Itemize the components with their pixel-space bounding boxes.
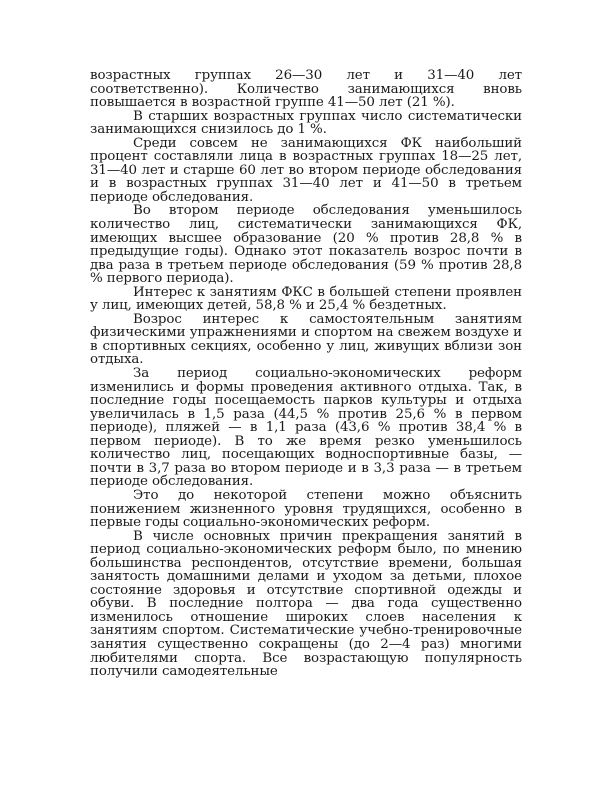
document-body [90,69,522,679]
paragraph-6: Возрос интерес к самостоятельным занятиям физическими упражнениями и спортом на свежем воздухе и в спортивных секциях, особенно у лиц, живущих вблизи зон отдыха. [90,311,522,368]
paragraph-5: Интерес к занятиям ФКС в большей степени проявлен у лиц, имеющих детей, 58,8 % и 25,4 % бездетных. [90,284,522,314]
paragraph-8: Это до некоторой степени можно объяснить понижением жизненного уровня трудящихся, особенно в первые годы социально-экономических реформ. [90,487,522,531]
paragraph-3: Среди совсем не занимающихся ФК наибольший процент составляли лица в возрастных группах 18—25 лет, 31—40 лет и старше 60 лет во втором периоде обследования и в возрастных группах 31—40 лет и 41—50 в третьем периоде обследования. [90,135,522,205]
paragraph-4: Во втором периоде обследования уменьшилось количество лиц, систематически занимающихся ФК, имеющих высшее образование (20 % против 28,8 % в предыдущие годы). Однако этот показатель возрос почти в два раза в третьем периоде обследования (59 % против 28,8 % первого периода). [90,203,522,287]
paragraph-7: За период социально-экономических реформ изменились и формы проведения активного отдыха. Так, в последние годы посещаемость парков культуры и отдыха увеличилась в 1,5 раза (44,5 % против 25,6 % в первом периоде), пляжей — в 1,1 раза (43,6 % против 38,4 % в первом периоде). В то же время резко уменьшилось количество лиц, посещающих водноспортивные базы, — почти в 3,7 раза во втором периоде и в 3,3 раза — в третьем периоде обследования. [90,366,522,490]
paragraph-2: В старших возрастных группах число систематически занимающихся снизилось до 1 %. [90,108,522,138]
paragraph-9: В числе основных причин прекращения занятий в период социально-экономических реформ было, по мнению большинства респондентов, отсутствие времени, большая занятость домашними делами и уходом за детьми, плохое состояние здоровья и отсутствие спортивной одежды и обуви. В последние полтора — два года существенно изменилось отношение широких слоев населения к занятиям спортом. Систематические учебно-тренировочные занятия существенно сокращены (до 2—4 раз) многими любителями спорта. Все возрастающую популярность получили самодеятельные [90,528,522,680]
paragraph-1: возрастных группах 26—30 лет и 31—40 лет соответственно). Количество занимающихся вновь повышается в возрастной группе 41—50 лет (21 %). [90,68,522,111]
